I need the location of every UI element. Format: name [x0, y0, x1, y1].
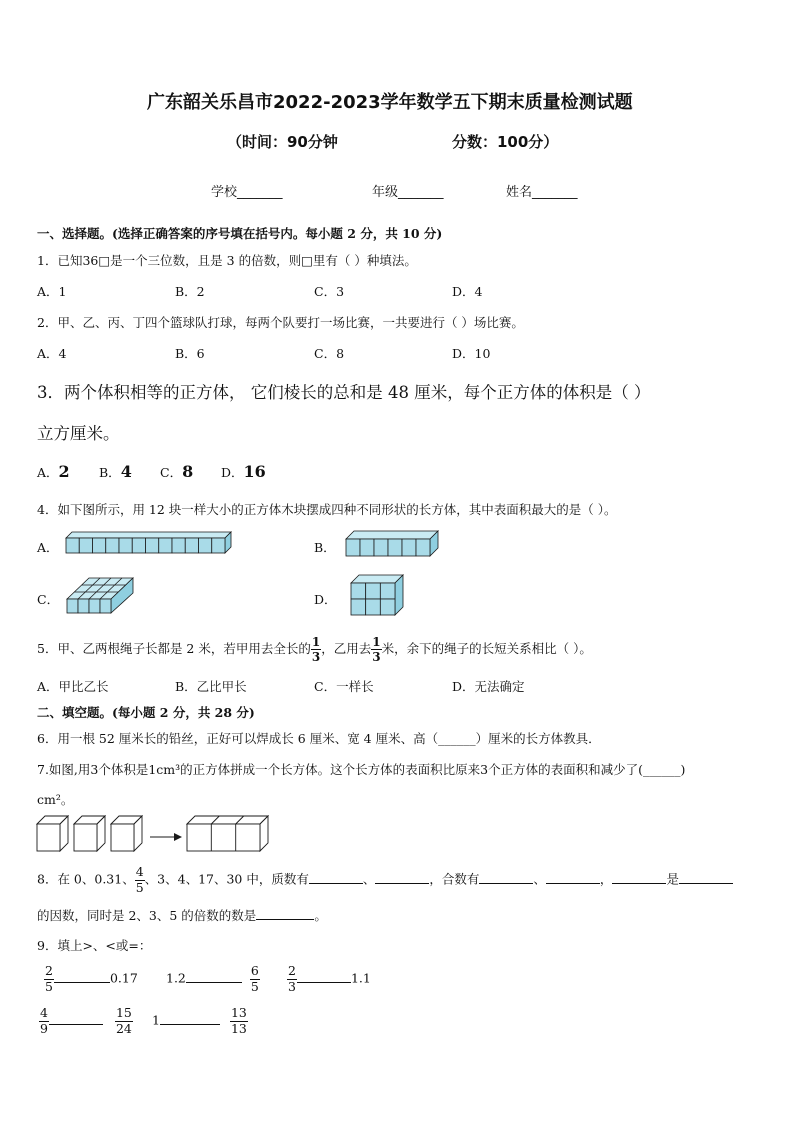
page-title: 广东韶关乐昌市2022-2023学年数学五下期末质量检测试题 [147, 92, 633, 113]
q4-b-cube [402, 539, 416, 556]
q9-compare-c [287, 965, 371, 993]
q4-d-cube [366, 599, 381, 615]
question-4: 4．如下图所示，用 12 块一样大小的正方体木块摆成四种不同形状的长方体，其中表面积最大的是（ ）。 [37, 502, 617, 517]
q8-text-b: 、3、4、17、30 中，质数有 [144, 871, 309, 887]
q4-a-cube [185, 538, 198, 553]
section1-heading: 一、选择题。(选择正确答案的序号填在括号内。每小题 2 分，共 10 分) [37, 226, 443, 241]
q2-option-a[interactable]: A．4 [37, 346, 67, 361]
q8-line2-end: 。 [314, 908, 327, 923]
q3-option-a-label: A． [37, 465, 59, 480]
section2-heading: 二、填空题。(每小题 2 分，共 28 分) [37, 705, 255, 720]
question-6: 6．用一根 52 厘米长的铅丝，正好可以焊成长 6 厘米、宽 4 厘米、高（______）厘米的长方体教具． [37, 731, 601, 746]
q9-d-fraction-right: $\frac{15}{24}$ [115, 1005, 132, 1036]
q9-d-blank[interactable] [49, 1012, 103, 1025]
q5-option-c[interactable]: C．一样长 [314, 679, 374, 694]
q4-a-cube [119, 538, 132, 553]
arrow-right-icon [150, 833, 182, 841]
q8-blank-factor[interactable] [612, 871, 666, 884]
q4-figure-a-front [66, 538, 225, 553]
q5-fraction-2: $\frac{1}{3}$ [372, 635, 381, 664]
q8-blank-common-multiple[interactable] [256, 907, 314, 920]
q9-compare-a [44, 965, 138, 993]
q5-text-b: ，乙用去 [321, 641, 372, 656]
q9-a-fraction: $\frac{2}{5}$ [45, 963, 53, 994]
q4-d-cube [351, 583, 366, 599]
q7-rectangular-prism [187, 816, 268, 851]
question-9: 9．填上>、<或=： [37, 938, 152, 953]
q4-a-cube [172, 538, 185, 553]
q9-compare-d [39, 1007, 133, 1035]
q3-option-c[interactable] [160, 462, 193, 481]
q4-b-cube [374, 539, 388, 556]
grade-field[interactable]: 年级_______ [372, 185, 444, 200]
q9-c-fraction: $\frac{2}{3}$ [288, 963, 296, 994]
name-field[interactable]: 姓名_______ [506, 185, 578, 200]
exam-time: （时间：90分钟 [227, 133, 338, 151]
q4-b-cube [346, 539, 360, 556]
q4-figure-c [67, 576, 137, 616]
q4-d-cube [351, 599, 366, 615]
q5-option-a[interactable]: A．甲比乙长 [37, 679, 109, 694]
question-7-line2: cm²。 [37, 792, 74, 807]
q4-a-cube [79, 538, 92, 553]
q7-cube-3 [111, 816, 142, 851]
q2-option-d[interactable]: D．10 [452, 346, 491, 361]
q3-option-c-label: C． [160, 465, 183, 480]
q4-option-a[interactable]: A． [37, 540, 59, 555]
q4-d-cube [380, 599, 395, 615]
q4-c-cube [67, 599, 78, 613]
q9-e-left: 1 [152, 1012, 160, 1028]
q4-a-cube [146, 538, 159, 553]
q9-e-blank[interactable] [160, 1012, 220, 1025]
question-3-line2: 立方厘米。 [37, 424, 120, 443]
q4-c-cube [78, 599, 89, 613]
q4-a-cube [106, 538, 119, 553]
q3-option-a[interactable] [37, 462, 70, 481]
question-7-line1: 7.如图,用3个体积是1cm³的正方体拼成一个长方体。这个长方体的表面积比原来3个正方体的表面积和减少了(______) [37, 762, 686, 777]
q5-text-c: 米，余下的绳子的长短关系相比（ ）。 [381, 641, 592, 656]
q8-blank-composite-2[interactable] [546, 871, 600, 884]
q5-fraction-1: $\frac{1}{3}$ [311, 635, 321, 664]
q9-c-right: 1.1 [350, 970, 371, 986]
question-8-line2 [37, 906, 327, 924]
q4-d-cube [380, 583, 395, 599]
q4-b-cube [388, 539, 402, 556]
q4-a-cube [93, 538, 106, 553]
q9-compare-b [166, 965, 260, 993]
q4-a-cube [66, 538, 79, 553]
q8-line2-text: 的因数，同时是 2、3、5 的倍数的数是 [37, 908, 257, 923]
q8-text-c: 、 [362, 871, 376, 887]
q3-option-a-value: 2 [58, 462, 70, 481]
school-field[interactable]: 学校_______ [211, 185, 283, 200]
q1-option-d[interactable]: D．4 [452, 284, 483, 299]
q8-blank-prime-2[interactable] [375, 871, 429, 884]
q7-figure [37, 816, 267, 852]
q4-a-cube [132, 538, 145, 553]
q4-b-cube [360, 539, 374, 556]
q5-option-d[interactable]: D．无法确定 [452, 679, 525, 694]
q7-cube-2 [74, 816, 105, 851]
q8-blank-composite-1[interactable] [479, 871, 533, 884]
q4-figure-d [351, 575, 411, 617]
q8-text-e: 、 [533, 871, 546, 887]
q3-option-b-label: B． [99, 465, 121, 480]
q2-option-b[interactable]: B．6 [175, 346, 205, 361]
q8-blank-multiple-of[interactable] [679, 871, 733, 884]
q9-c-blank[interactable] [297, 970, 351, 983]
q7-cube-1 [37, 816, 68, 851]
q4-figure-a [66, 532, 236, 556]
q3-option-d-value: 16 [243, 462, 266, 481]
q5-option-b[interactable]: B．乙比甲长 [175, 679, 247, 694]
question-2: 2．甲、乙、丙、丁四个篮球队打球，每两个队要打一场比赛，一共要进行（ ）场比赛。 [37, 315, 524, 330]
q4-a-cube [199, 538, 212, 553]
question-1: 1．已知36□是一个三位数，且是 3 的倍数，则□里有（ ）种填法。 [37, 253, 417, 268]
q9-d-fraction-left: $\frac{4}{9}$ [40, 1005, 48, 1036]
q1-option-c[interactable]: C．3 [314, 284, 345, 299]
q4-d-cube [366, 583, 381, 599]
q4-option-b[interactable]: B． [314, 540, 336, 555]
q3-option-b[interactable] [99, 462, 132, 481]
q4-option-c[interactable]: C． [37, 592, 60, 607]
q3-option-d[interactable] [221, 462, 266, 481]
q9-b-left: 1.2 [166, 970, 186, 986]
q8-text-a: 8．在 0、0.31、 [37, 871, 135, 887]
q8-text-d: ，合数有 [429, 871, 480, 887]
q4-option-d[interactable]: D． [314, 592, 337, 607]
question-5 [37, 636, 592, 663]
exam-score: 分数：100分） [452, 133, 559, 151]
q1-option-b[interactable]: B．2 [175, 284, 205, 299]
q9-compare-e [152, 1007, 248, 1035]
q1-option-a[interactable]: A．1 [37, 284, 67, 299]
question-8-line1 [37, 866, 733, 894]
q3-option-d-label: D． [221, 465, 244, 480]
q4-c-cube [89, 599, 100, 613]
q2-option-c[interactable]: C．8 [314, 346, 345, 361]
q5-text-a: 5．甲、乙两根绳子长都是 2 米，若甲用去全长的 [37, 641, 311, 656]
q8-text-g: 是 [666, 871, 679, 887]
q8-text-f: ， [599, 871, 613, 887]
q8-blank-prime-1[interactable] [309, 871, 363, 884]
q4-b-cube [416, 539, 430, 556]
q9-e-fraction: $\frac{13}{13}$ [230, 1005, 247, 1036]
q9-b-fraction: $\frac{6}{5}$ [250, 963, 259, 994]
q4-a-cube [159, 538, 172, 553]
q9-b-blank[interactable] [186, 970, 242, 983]
question-3-line1: 3．两个体积相等的正方体， 它们棱长的总和是 48 厘米，每个正方体的体积是（ ） [37, 383, 651, 402]
q8-fraction: $\frac{4}{5}$ [135, 864, 144, 895]
q9-a-right: 0.17 [109, 970, 138, 986]
q3-option-b-value: 4 [120, 462, 132, 481]
q4-c-cube [100, 599, 111, 613]
q9-a-blank[interactable] [54, 970, 110, 983]
q3-option-c-value: 8 [182, 462, 194, 481]
q4-figure-b [346, 531, 446, 559]
q4-a-cube [212, 538, 225, 553]
